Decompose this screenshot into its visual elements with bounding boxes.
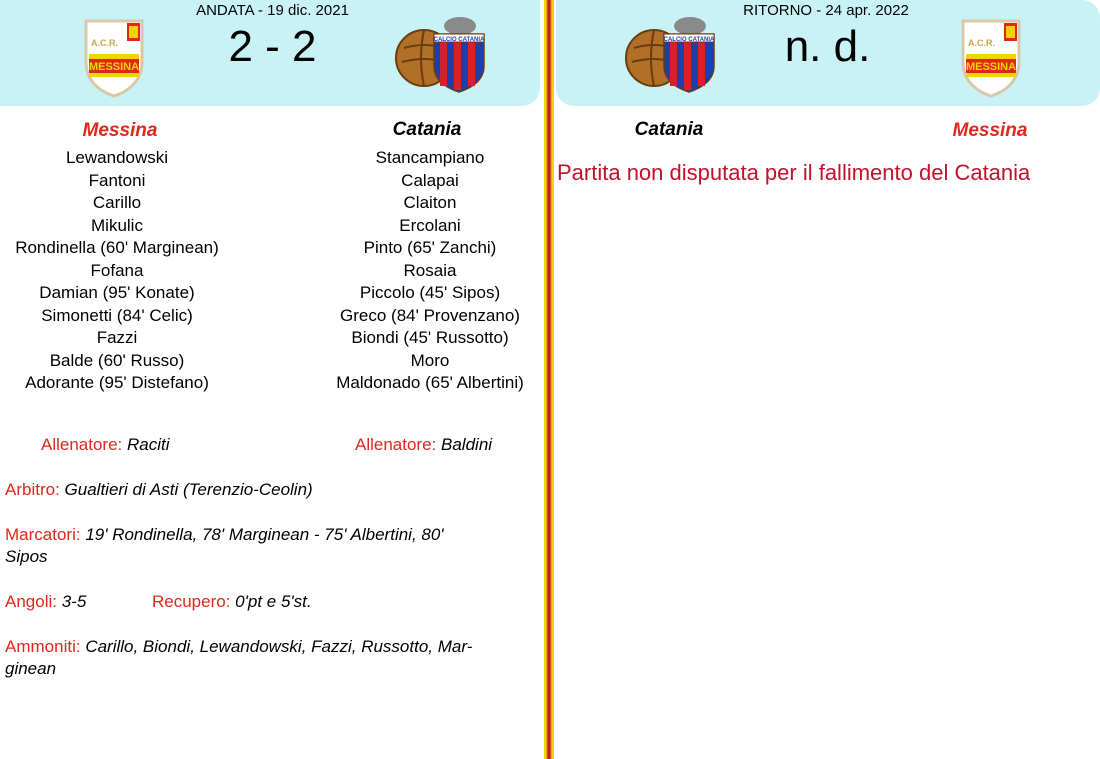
messina-crest-icon bbox=[960, 18, 1022, 98]
referee-label: Arbitro: bbox=[5, 480, 60, 499]
coach-name: Raciti bbox=[127, 435, 170, 454]
recovery-row bbox=[152, 591, 402, 613]
andata-home-lineup bbox=[0, 147, 234, 395]
player-item: Balde (60' Russo) bbox=[49, 350, 185, 370]
andata-away-coach bbox=[355, 434, 555, 456]
player-item: Piccolo (45' Sipos) bbox=[359, 283, 501, 302]
catania-crest-icon bbox=[394, 12, 486, 94]
player-item: Stancampiano bbox=[375, 148, 485, 167]
player-item: Lewandowski bbox=[65, 148, 169, 167]
ritorno-score: n. d. bbox=[784, 22, 871, 71]
player-item: Fazzi bbox=[96, 328, 138, 347]
corners-value: 3-5 bbox=[61, 592, 87, 611]
andata-home-team: Messina bbox=[82, 120, 158, 141]
andata-home-coach bbox=[41, 434, 261, 456]
booked-row bbox=[5, 636, 525, 680]
scorers-value-cont: Sipos bbox=[5, 547, 48, 566]
ritorno-date-label: RITORNO - 24 apr. 2022 bbox=[743, 2, 909, 19]
player-item: Greco (84' Provenzano) bbox=[340, 305, 520, 325]
player-item: Moro bbox=[410, 350, 450, 370]
booked-value: Carillo, Biondi, Lewandowski, Fazzi, Russotto, Mar- bbox=[85, 637, 473, 656]
player-item: Maldonado (65' Albertini) bbox=[336, 373, 524, 392]
player-item: Damian (95' Konate) bbox=[39, 283, 195, 302]
booked-label: Ammoniti: bbox=[5, 637, 81, 656]
messina-crest-name: MESSINA bbox=[965, 61, 1017, 73]
coach-label: Allenatore: bbox=[41, 435, 123, 454]
player-item: Rondinella (60' Marginean) bbox=[15, 238, 219, 257]
player-item: Claiton bbox=[403, 193, 457, 212]
recovery-value: 0'pt e 5'st. bbox=[235, 592, 312, 611]
andata-away-lineup bbox=[318, 147, 542, 395]
coach-label: Allenatore: bbox=[355, 435, 437, 454]
ritorno-note: Partita non disputata per il fallimento del Catania bbox=[557, 160, 1031, 185]
catania-crest-icon bbox=[624, 12, 716, 94]
messina-crest-name: MESSINA bbox=[88, 61, 140, 73]
andata-date-label: ANDATA - 19 dic. 2021 bbox=[196, 2, 349, 19]
andata-score: 2 - 2 bbox=[228, 22, 317, 71]
player-item: Carillo bbox=[92, 193, 142, 212]
coach-name: Baldini bbox=[441, 435, 493, 454]
ritorno-home-team: Catania bbox=[634, 119, 704, 140]
player-item: Fantoni bbox=[88, 170, 146, 190]
player-item: Mikulic bbox=[91, 215, 143, 235]
messina-crest-icon bbox=[83, 18, 145, 98]
referee-row bbox=[5, 479, 525, 501]
player-item: Fofana bbox=[90, 260, 144, 280]
player-item: Rosaia bbox=[403, 260, 457, 280]
player-item: Pinto (65' Zanchi) bbox=[363, 238, 497, 257]
scorers-row bbox=[5, 524, 525, 568]
andata-away-team: Catania bbox=[392, 119, 462, 140]
catania-crest-text: CALCIO CATANIA bbox=[663, 37, 715, 43]
column-divider bbox=[544, 0, 554, 759]
referee-value: Gualtieri di Asti (Terenzio-Ceolin) bbox=[64, 480, 313, 499]
catania-crest-text: CALCIO CATANIA bbox=[433, 37, 485, 43]
ritorno-away-team: Messina bbox=[952, 120, 1028, 141]
messina-crest-text: A.C.R. bbox=[91, 38, 118, 48]
messina-crest-text: A.C.R. bbox=[968, 38, 995, 48]
booked-value-cont: ginean bbox=[5, 659, 57, 678]
player-item: Simonetti (84' Celic) bbox=[41, 305, 193, 325]
corners-label: Angoli: bbox=[5, 592, 57, 611]
player-item: Adorante (95' Distefano) bbox=[25, 373, 209, 392]
player-item: Calapai bbox=[401, 170, 459, 190]
scorers-value: 19' Rondinella, 78' Marginean - 75' Albertini, 80' bbox=[85, 525, 444, 544]
recovery-label: Recupero: bbox=[152, 592, 231, 611]
player-item: Ercolani bbox=[399, 215, 461, 235]
scorers-label: Marcatori: bbox=[5, 525, 81, 544]
player-item: Biondi (45' Russotto) bbox=[351, 328, 509, 347]
